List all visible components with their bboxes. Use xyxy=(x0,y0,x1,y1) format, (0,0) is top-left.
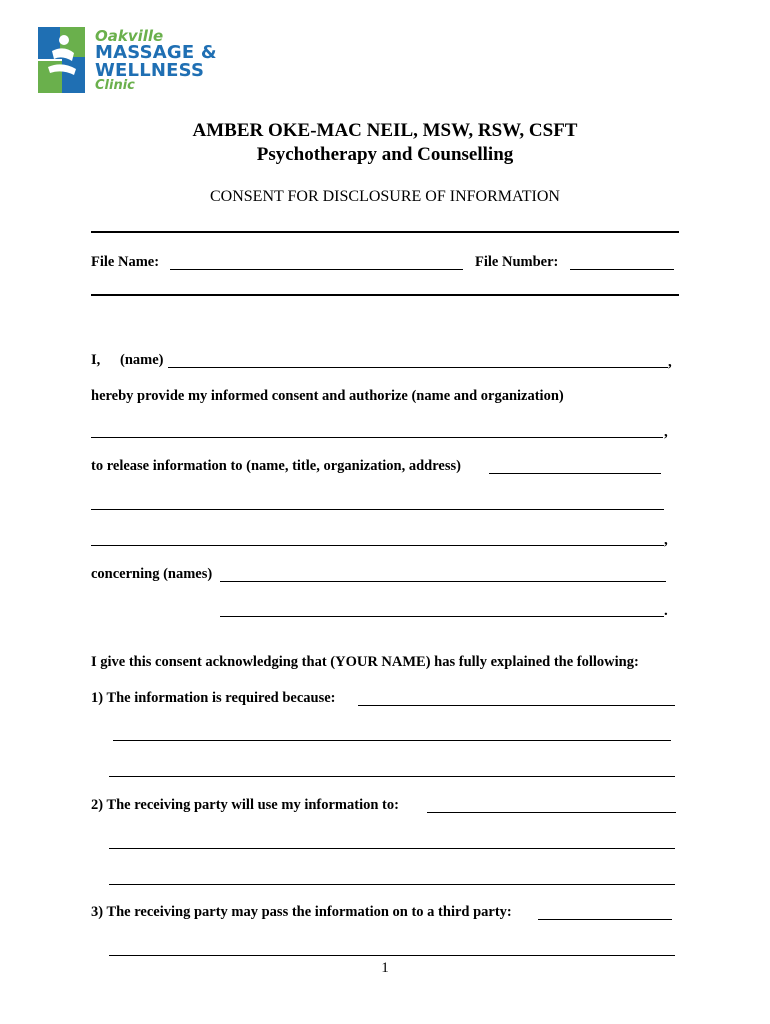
divider-bottom xyxy=(91,294,679,296)
release-to-field-3[interactable] xyxy=(91,545,664,546)
logo-line-wellness: WELLNESS xyxy=(95,60,205,81)
clinic-logo xyxy=(38,27,238,97)
item-1-field-1[interactable] xyxy=(358,705,675,706)
authorized-party-field[interactable] xyxy=(91,437,663,438)
concerning-label: concerning (names) xyxy=(91,566,213,582)
file-name-field[interactable] xyxy=(170,269,463,270)
i-label: I, xyxy=(91,352,101,368)
clinic-logo-icon xyxy=(38,27,85,93)
logo-line-massage: MASSAGE & xyxy=(95,42,217,63)
item-2-label: 2) The receiving party will use my information to: xyxy=(91,797,399,813)
concerning-field-2[interactable] xyxy=(220,616,664,617)
client-name-comma: , xyxy=(668,354,672,370)
file-name-label: File Name: xyxy=(91,254,160,270)
item-1-field-3[interactable] xyxy=(109,776,675,777)
page-number: 1 xyxy=(381,960,389,976)
authorized-party-comma: , xyxy=(664,424,668,440)
release-label: to release information to (name, title, organization, address) xyxy=(91,458,461,474)
client-name-label: (name) xyxy=(120,352,164,368)
therapist-name: AMBER OKE-MAC NEIL, MSW, RSW, CSFT xyxy=(192,120,578,141)
logo-line-clinic: Clinic xyxy=(95,78,135,93)
item-3-field-2[interactable] xyxy=(109,955,675,956)
item-1-label: 1) The information is required because: xyxy=(91,690,336,706)
item-1-field-2[interactable] xyxy=(113,740,671,741)
file-number-label: File Number: xyxy=(475,254,559,270)
item-2-field-3[interactable] xyxy=(109,884,675,885)
form-title: CONSENT FOR DISCLOSURE OF INFORMATION xyxy=(210,188,560,205)
release-to-field-1[interactable] xyxy=(489,473,661,474)
client-name-field[interactable] xyxy=(168,367,668,368)
item-2-field-1[interactable] xyxy=(427,812,676,813)
divider-top xyxy=(91,231,679,233)
logo-line-oakville: Oakville xyxy=(95,27,164,45)
concerning-period: . xyxy=(664,603,668,619)
file-number-field[interactable] xyxy=(570,269,674,270)
item-3-field-1[interactable] xyxy=(538,919,672,920)
release-to-comma: , xyxy=(664,532,668,548)
concerning-field-1[interactable] xyxy=(220,581,666,582)
consent-label: hereby provide my informed consent and authorize (name and organization) xyxy=(91,388,564,404)
item-2-field-2[interactable] xyxy=(109,848,675,849)
release-to-field-2[interactable] xyxy=(91,509,664,510)
item-3-label: 3) The receiving party may pass the information on to a third party: xyxy=(91,904,512,920)
practice-name: Psychotherapy and Counselling xyxy=(256,144,514,165)
acknowledge-text: I give this consent acknowledging that (YOUR NAME) has fully explained the following: xyxy=(91,654,639,670)
